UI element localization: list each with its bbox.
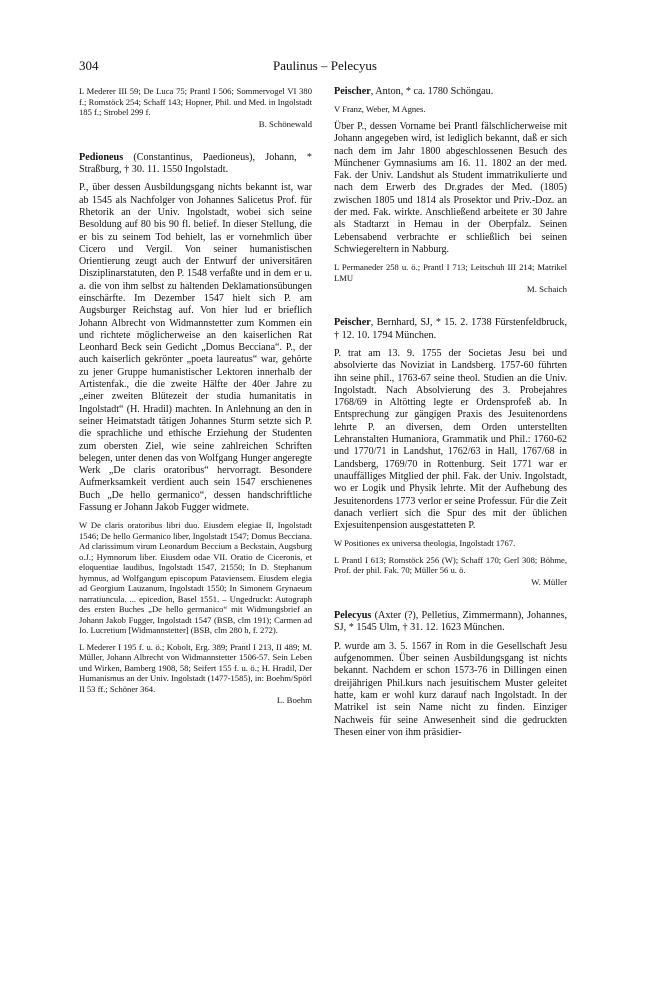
- literature-pedioneus: L Mederer I 195 f. u. ö.; Kobolt, Erg. 389; Prantl I 213, II 489; M. Müller, Johann Albrecht von Widmannstetter 1506-57. Sein Leben und Wirken, Bamberg 1908, 58; Seifert 155 f. u. ö.; H. Hradil, Der Humanismus an der Univ. Ingolstadt (1477-1585), in: Boehm/Spörl II 53 ff.; Schöner 364.: [79, 641, 312, 694]
- page-number: 304: [79, 58, 99, 73]
- entry-details: , Anton, * ca. 1780 Schöngau.: [370, 86, 494, 97]
- entry-body-pedioneus: P., über dessen Ausbildungsgang nichts bekannt ist, war ab 1545 als Nachfolger von Johannes Salicetus Prof. für Rhetorik an der Univ. Ingolstadt, wobei sich seine Besoldung auf 80 bis 90 fl. belief. In dieser Stellung, die er bis zu seinem Tod behielt, las er vornehmlich über Cicero und Vergil. Von seiner humanistischen Orientierung zeugt auch der Entwurf der universitären Disziplinarstatuten, den P. 1548 verfaßte und in dem er u. a. die von ihm selbst zu haltenden Deklamationsübungen einschärfte. Im Dezember 1547 hielt sich P. am Augsburger Reichstag auf. Von hier lud er brieflich Johann Albrecht von Widmannstetter zum Kommen ein und richtete möglicherweise an den kaiserlichen Rat Leonhard Beck sein Gedicht „Domus Becciana“. P., der auch kaiserlich gekrönter „poeta laureatus“ war, gehörte zu jener Gruppe humanistischer Lektoren innerhalb der Artistenfak., die die zweite Hälfte der 40er Jahre zu „einer zweiten Blütezeit der studia humanitatis in Ingolstadt“ (H. Hradil) machten. In Anlehnung an den in seiner Heimatstadt tätigen Johannes Sturm setzte sich P. die sprachliche und ethische Erziehung der Studenten zum obersten Ziel, wie seine zahlreichen Schriften belegen, unter denen das von Wolfgang Hunger angeregte Werk „De claris oratoribus“ hervorragt. Besondere Aufmerksamkeit verdient auch sein 1547 erschienenes Buch „De hello germanico“, dessen handschriftliche Fassung er Johann Jakob Fugger widmete.: [79, 182, 312, 514]
- entry-name: Peischer: [334, 317, 371, 329]
- entry-name: Peischer: [334, 86, 371, 97]
- entry-heading-peischer-anton: [334, 86, 567, 98]
- literature-peischer-anton: L Permaneder 258 u. ö.; Prantl I 713; Leitschuh III 214; Matrikel LMU: [334, 262, 567, 283]
- literature-peischer-bernhard: L Prantl I 613; Romstöck 256 (W); Schaff 170; Gerl 308; Böhme, Prof. der phil. Fak. 70; Müller 56 u. ö.: [334, 554, 567, 576]
- entry-details: , Bernhard, SJ, * 15. 2. 1738 Fürstenfeldbruck, † 12. 10. 1794 München.: [334, 317, 567, 341]
- author-pedioneus: L. Boehm: [276, 695, 312, 706]
- right-column: [334, 86, 567, 739]
- see-also-peischer-anton: V Franz, Weber, M Agnes.: [334, 104, 426, 115]
- entry-heading-peischer-bernhard: [334, 317, 567, 342]
- top-author: B. Schönewald: [258, 118, 312, 129]
- running-head: Paulinus – Pelecyus: [273, 58, 377, 73]
- entry-body-pelecyus: P. wurde am 3. 5. 1567 in Rom in die Gesellschaft Jesu aufgenommen. Über seinen Ausbildungsgang ist nichts bekannt. Nachdem er schon 1573-76 in Dillingen einen dreijährigen Phil.kurs nach jesuitischem Muster geleitet hatte, kam er wohl kurz darauf nach Ingolstadt. In der Matrikel ist sein Name nicht zu finden. Einziger Nachweis für seine Anwesenheit sind die gedruckten Thesen einer von ihm präsidier-: [334, 640, 567, 738]
- top-bibliography: L Mederer III 59; De Luca 75; Prantl I 506; Sommervogel VI 380 f.; Romstöck 254; Schaff 143; Hopner, Phil. und Med. in Ingolstadt 185 f.; Strobel 299 f.: [79, 86, 312, 117]
- entry-name: Pedioneus: [79, 151, 124, 163]
- works-pedioneus: W De claris oratoribus libri duo. Eiusdem elegiae II, Ingolstadt 1546; De hello Germanico liber, Ingolstadt 1547; Domus Becciana. Ad clarissimum virum Leonardum Beccium a Beckstain, Augsburg o.J.; Hymnorum liber. Eiusdem odae VII. Oratio de Ciceronis, et eloquentiae laudibus, Ingolstadt 1547, 21550; In D. Stephanum hymnus, ad Wolfgangum episcopum Pataviensem. Eiusdem elegia ad Georgium Lauzanum, Ingolstadt 1550; In Simonem Grynaeum narratiuncula. ... epicedion, Basel 1551. – Ungedruckt: Autograph des ersten Buches „De hello germanico“ mit Widmungsbrief an Johann Jakob Fugger, Ingolstadt 1547 (BSB, clm 191); Carmen ad Io. Lucretium [Widmannstetter] (BSB, clm 280 h, f. 272).: [79, 520, 312, 636]
- entry-heading-pelecyus: [334, 610, 567, 635]
- works-peischer-bernhard: W Positiones ex universa theologia, Ingolstadt 1767.: [334, 538, 516, 549]
- entry-details: (Constantinus, Paedioneus), Johann, * Straßburg, † 30. 11. 1550 Ingolstadt.: [79, 151, 312, 175]
- entry-body-peischer-anton: Über P., dessen Vorname bei Prantl fälschlicherweise mit Johann angegeben wird, ist lediglich bekannt, daß er sich nach dem im Jahr 1800 abgeschlossenen Besuch des Münchener Gymnasiums am 16. 11. 1802 an der med. Fak. der Univ. Landshut als Student immatrikulierte und nach dem Erwerb des Dr.grades der Med. (1805) zwischen 1805 und 1814 als Prosektor und Priv.-Doz. an der med. Fak. wirkte. Anschließend arbeitete er 30 Jahre als Stadtarzt in Hemau in der Oberpfalz. Seinen Lebensabend verbrachte er schließlich bei seinen Schwiegereltern in Nabburg.: [334, 120, 567, 255]
- entry-heading-pedioneus: [79, 152, 312, 177]
- entry-body-peischer-bernhard: P. trat am 13. 9. 1755 der Societas Jesu bei und absolvierte das Noviziat in Landsberg. 1757-60 führten ihn seine phil., 1763-67 seine theol. Studien an die Univ. Ingolstadt. Nach Absolvierung des 3. Probejahres 1768/69 in Altötting legte er Ordensprofeß ab. In Entsprechung zur gängigen Praxis des Jesuitenordens lehrte P. an diversen, dem Orden unterstellten Lehranstalten Humaniora, Grammatik und Phil.: 1760-62 und 1770/71 in Landshut, 1762/63 in Hall, 1767/68 in Landsberg, 1769/70 in Rottenburg. Seit 1771 war er unauffälliges Mitglied der phil. Fak. der Univ. Ingolstadt, wo er Logik und Physik lehrte. Mit der Aufhebung des Jesuitenordens 1773 verlor er seine Professur. Für die Zeit danach verliert sich die Spur des mit der üblichen Exjesuitenpension ausgestatteten P.: [334, 347, 568, 532]
- entry-name: Pelecyus: [334, 609, 372, 621]
- author-peischer-bernhard: W. Müller: [531, 576, 567, 587]
- entry-details: (Axter (?), Pelletius, Zimmermann), Johannes, SJ, * 1545 Ulm, † 31. 12. 1623 München.: [334, 609, 567, 634]
- author-peischer-anton: M. Schaich: [526, 284, 567, 295]
- left-column: [79, 86, 312, 706]
